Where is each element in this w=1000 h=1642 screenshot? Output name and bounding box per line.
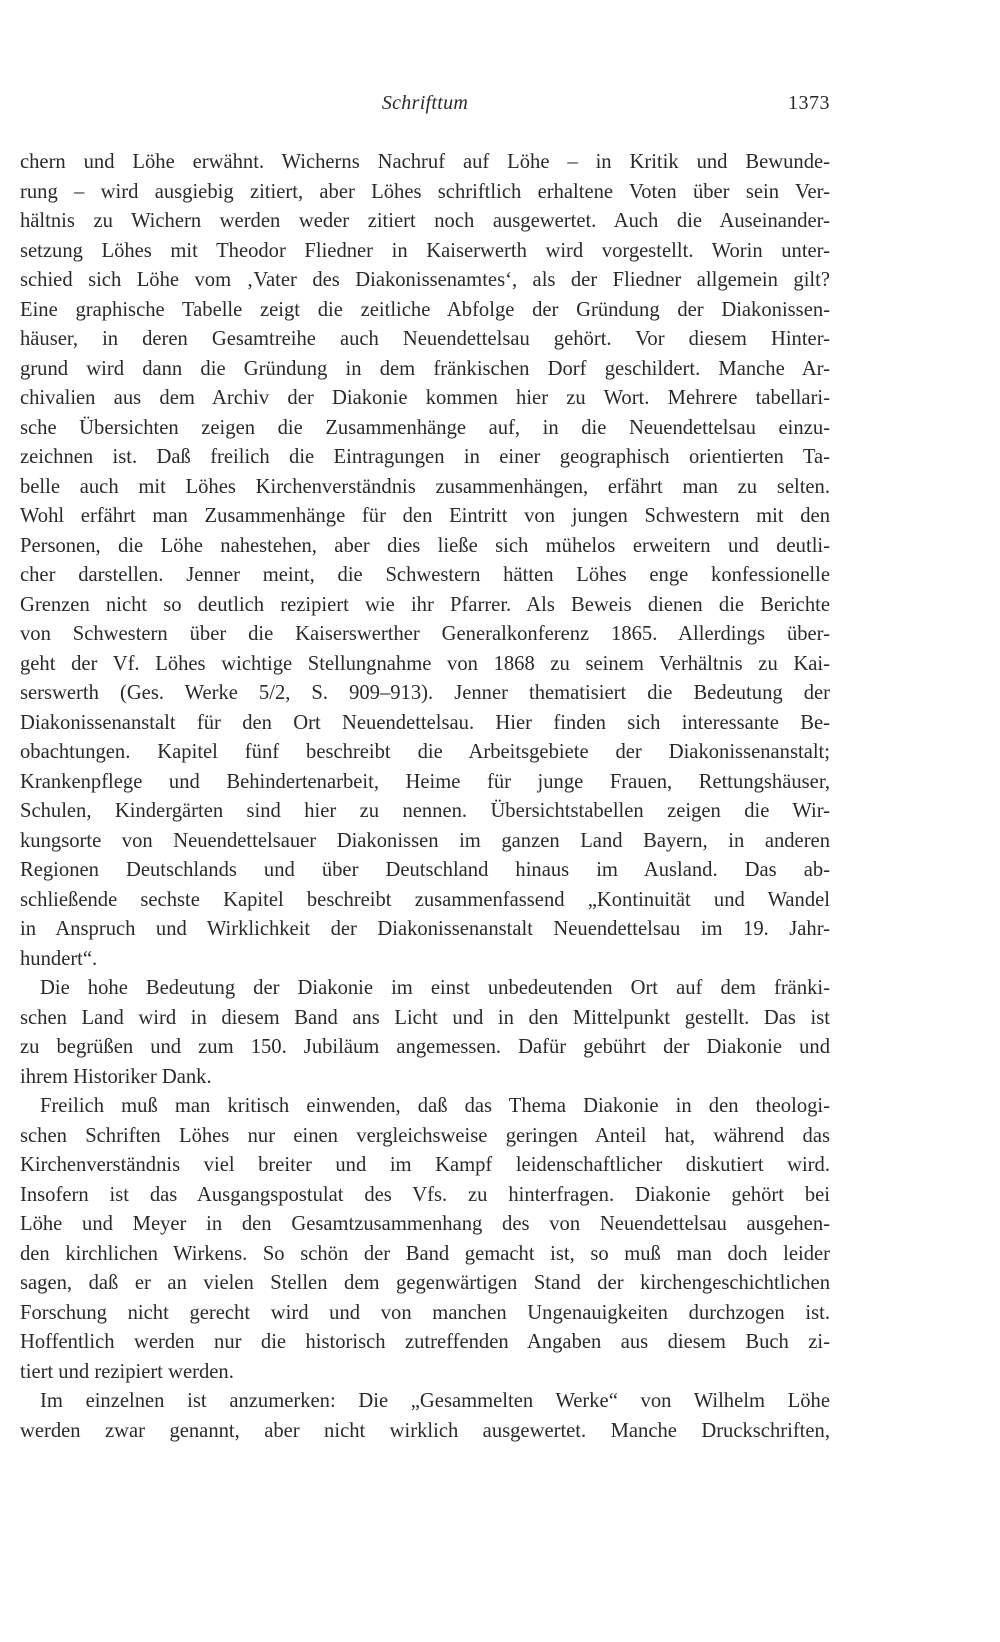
text-line: Freilich muß man kritisch einwenden, daß das Thema Diakonie in den theologi- [40,1095,830,1117]
running-title: Schrifttum [381,92,469,114]
text-line: hältnis zu Wichern werden weder zitiert noch ausgewertet. Auch die Auseinander- [20,210,830,232]
text-line: schied sich Löhe vom ‚Vater des Diakonissenamtes‘, als der Fliedner allgemein gilt? [20,269,830,291]
text-line: kungsorte von Neuendettelsauer Diakonissen im ganzen Land Bayern, in anderen [20,829,830,852]
text-line: Schulen, Kindergärten sind hier zu nennen. Übersichtstabellen zeigen die Wir- [20,800,830,822]
text-line: Grenzen nicht so deutlich rezipiert wie ihr Pfarrer. Als Beweis dienen die Berichte [20,593,830,616]
text-line: rung – wird ausgiebig zitiert, aber Löhes schriftlich erhaltene Voten über sein Ver- [20,180,830,203]
text-line: sche Übersichten zeigen die Zusammenhänge auf, in die Neuendettelsau einzu- [20,416,830,439]
paragraph [20,1387,830,1446]
document-page [20,0,830,1642]
text-line: Regionen Deutschlands und über Deutschland hinaus im Ausland. Das ab- [20,859,830,881]
text-line: setzung Löhes mit Theodor Fliedner in Kaiserwerth wird vorgestellt. Worin unter- [20,239,830,262]
text-line: Forschung nicht gerecht wird und von manchen Ungenauigkeiten durchzogen ist. [20,1301,830,1324]
text-line: cher darstellen. Jenner meint, die Schwestern hätten Löhes enge konfessionelle [20,564,830,586]
text-line: Löhe und Meyer in den Gesamtzusammenhang des von Neuendettelsau ausgehen- [20,1213,830,1235]
text-line: chern und Löhe erwähnt. Wicherns Nachruf auf Löhe – in Kritik und Bewunde- [20,151,830,173]
text-line: schen Schriften Löhes nur einen vergleichsweise geringen Anteil hat, während das [20,1124,830,1147]
text-line: Personen, die Löhe nahestehen, aber dies ließe sich mühelos erweitern und deutli- [20,534,830,557]
text-line: Hoffentlich werden nur die historisch zutreffenden Angaben aus diesem Buch zi- [20,1331,830,1353]
text-line: belle auch mit Löhes Kirchenverständnis zusammenhängen, erfährt man zu selten. [20,475,830,498]
text-line: grund wird dann die Gründung in dem fränkischen Dorf geschildert. Manche Ar- [20,357,830,380]
body-text [20,148,830,1446]
text-line: häuser, in deren Gesamtreihe auch Neuendettelsau gehört. Vor diesem Hinter- [20,328,830,350]
text-line: ihrem Historiker Dank. [20,1065,212,1088]
text-line: zu begrüßen und zum 150. Jubiläum angemessen. Dafür gebührt der Diakonie und [20,1036,830,1058]
text-line: zeichnen ist. Daß freilich die Eintragungen in einer geographisch orientierten Ta- [20,446,830,468]
text-line: sagen, daß er an vielen Stellen dem gegenwärtigen Stand der kirchengeschichtlichen [20,1272,830,1294]
text-line: hundert“. [20,947,98,970]
text-line: tiert und rezipiert werden. [20,1360,234,1383]
paragraph [20,148,830,974]
text-line: Wohl erfährt man Zusammenhänge für den Eintritt von jungen Schwestern mit den [20,505,830,527]
text-line: serswerth (Ges. Werke 5/2, S. 909–913). Jenner thematisiert die Bedeutung der [20,682,830,704]
paragraph [20,1092,830,1387]
text-line: Eine graphische Tabelle zeigt die zeitliche Abfolge der Gründung der Diakonissen- [20,298,830,321]
text-line: geht der Vf. Löhes wichtige Stellungnahme von 1868 zu seinem Verhältnis zu Kai- [20,652,830,675]
text-line: Diakonissenanstalt für den Ort Neuendettelsau. Hier finden sich interessante Be- [20,711,830,734]
text-line: von Schwestern über die Kaiserswerther Generalkonferenz 1865. Allerdings über- [20,623,830,645]
text-line: Im einzelnen ist anzumerken: Die „Gesammelten Werke“ von Wilhelm Löhe [40,1390,830,1412]
page-number: 1373 [788,92,830,114]
text-line: chivalien aus dem Archiv der Diakonie kommen hier zu Wort. Mehrere tabellari- [20,387,830,409]
text-line: werden zwar genannt, aber nicht wirklich ausgewertet. Manche Druckschriften, [20,1419,830,1442]
text-line: Krankenpflege und Behindertenarbeit, Heime für junge Frauen, Rettungshäuser, [20,770,830,793]
text-line: Insofern ist das Ausgangspostulat des Vfs. zu hinterfragen. Diakonie gehört bei [20,1183,830,1206]
paragraph [20,974,830,1092]
running-head [20,92,830,122]
text-line: schen Land wird in diesem Band ans Licht und in den Mittelpunkt gestellt. Das ist [20,1006,830,1029]
text-line: schließende sechste Kapitel beschreibt zusammenfassend „Kontinuität und Wandel [20,888,830,911]
text-line: den kirchlichen Wirkens. So schön der Band gemacht ist, so muß man doch leider [20,1242,830,1265]
text-line: in Anspruch und Wirklichkeit der Diakonissenanstalt Neuendettelsau im 19. Jahr- [20,918,830,940]
text-line: Die hohe Bedeutung der Diakonie im einst unbedeutenden Ort auf dem fränki- [40,977,830,999]
text-line: Kirchenverständnis viel breiter und im Kampf leidenschaftlicher diskutiert wird. [20,1154,830,1176]
text-line: obachtungen. Kapitel fünf beschreibt die Arbeitsgebiete der Diakonissenanstalt; [20,741,830,763]
